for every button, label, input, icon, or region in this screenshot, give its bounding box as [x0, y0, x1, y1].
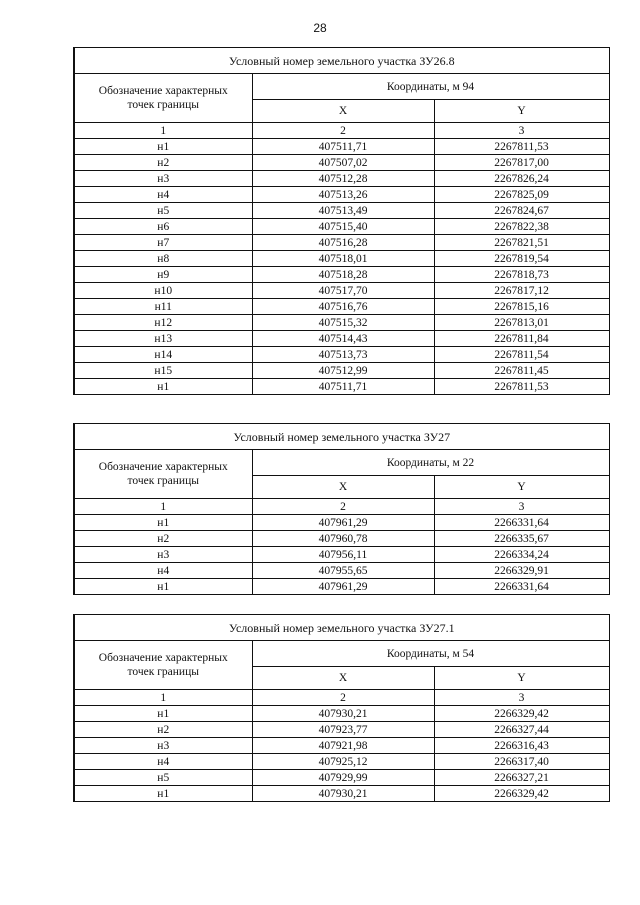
x-coordinate-cell: 407513,26	[252, 187, 434, 203]
table-row	[74, 515, 609, 531]
table-row	[74, 203, 609, 219]
table-row	[74, 738, 609, 754]
points-header-line2: точек границы	[127, 475, 199, 487]
x-coordinate-cell: 407929,99	[252, 770, 434, 786]
point-id-cell: н6	[74, 219, 252, 235]
parcel-title: Условный номер земельного участка ЗУ27.1	[74, 615, 609, 641]
point-id-cell: н12	[74, 315, 252, 331]
y-coordinate-cell: 2266331,64	[434, 515, 609, 531]
table-row	[74, 283, 609, 299]
point-id-cell: н14	[74, 347, 252, 363]
y-coordinate-cell: 2266327,21	[434, 770, 609, 786]
table-body	[74, 139, 609, 395]
x-coordinate-cell: 407513,73	[252, 347, 434, 363]
x-axis-header: X	[252, 476, 434, 499]
y-coordinate-cell: 2266317,40	[434, 754, 609, 770]
points-header-line2: точек границы	[127, 99, 199, 111]
coordinates-table	[73, 47, 610, 395]
point-id-cell: н4	[74, 187, 252, 203]
y-coordinate-cell: 2266329,42	[434, 786, 609, 802]
y-coordinate-cell: 2266329,91	[434, 563, 609, 579]
point-id-cell: н1	[74, 515, 252, 531]
point-id-cell: н2	[74, 155, 252, 171]
table-row	[74, 363, 609, 379]
column-number: 1	[74, 123, 252, 139]
x-coordinate-cell: 407514,43	[252, 331, 434, 347]
point-id-cell: н2	[74, 722, 252, 738]
points-header-line1: Обозначение характерных	[98, 461, 228, 473]
y-coordinate-cell: 2267819,54	[434, 251, 609, 267]
y-coordinate-cell: 2267811,54	[434, 347, 609, 363]
y-axis-header: Y	[434, 100, 609, 123]
y-coordinate-cell: 2267815,16	[434, 299, 609, 315]
x-coordinate-cell: 407923,77	[252, 722, 434, 738]
table-row	[74, 563, 609, 579]
table-row	[74, 155, 609, 171]
x-coordinate-cell: 407512,28	[252, 171, 434, 187]
point-id-cell: н10	[74, 283, 252, 299]
y-coordinate-cell: 2267813,01	[434, 315, 609, 331]
table-row	[74, 379, 609, 395]
table-row	[74, 139, 609, 155]
point-id-cell: н2	[74, 531, 252, 547]
y-axis-header: Y	[434, 476, 609, 499]
column-number-row	[74, 499, 609, 515]
table-row	[74, 531, 609, 547]
table-row	[74, 754, 609, 770]
x-coordinate-cell: 407516,28	[252, 235, 434, 251]
table-row	[74, 315, 609, 331]
column-number: 2	[252, 499, 434, 515]
x-axis-header: X	[252, 100, 434, 123]
column-number: 3	[434, 499, 609, 515]
point-id-cell: н3	[74, 171, 252, 187]
x-coordinate-cell: 407513,49	[252, 203, 434, 219]
y-coordinate-cell: 2266334,24	[434, 547, 609, 563]
table-row	[74, 331, 609, 347]
point-id-cell: н4	[74, 563, 252, 579]
table-body	[74, 515, 609, 595]
point-id-cell: н4	[74, 754, 252, 770]
points-header	[74, 641, 252, 690]
point-id-cell: н7	[74, 235, 252, 251]
point-id-cell: н9	[74, 267, 252, 283]
point-id-cell: н5	[74, 203, 252, 219]
x-coordinate-cell: 407518,01	[252, 251, 434, 267]
point-id-cell: н11	[74, 299, 252, 315]
x-coordinate-cell: 407961,29	[252, 515, 434, 531]
column-number: 2	[252, 690, 434, 706]
y-coordinate-cell: 2267824,67	[434, 203, 609, 219]
column-number: 2	[252, 123, 434, 139]
y-coordinate-cell: 2267811,45	[434, 363, 609, 379]
table-row	[74, 547, 609, 563]
column-number: 1	[74, 499, 252, 515]
coordinates-table	[73, 423, 610, 595]
point-id-cell: н5	[74, 770, 252, 786]
y-coordinate-cell: 2266331,64	[434, 579, 609, 595]
y-coordinate-cell: 2266327,44	[434, 722, 609, 738]
points-header-line2: точек границы	[127, 666, 199, 678]
y-coordinate-cell: 2267826,24	[434, 171, 609, 187]
y-coordinate-cell: 2267811,53	[434, 139, 609, 155]
point-id-cell: н1	[74, 706, 252, 722]
x-coordinate-cell: 407960,78	[252, 531, 434, 547]
column-number: 1	[74, 690, 252, 706]
table-row	[74, 770, 609, 786]
x-coordinate-cell: 407961,29	[252, 579, 434, 595]
table-row	[74, 235, 609, 251]
y-coordinate-cell: 2266316,43	[434, 738, 609, 754]
coordinates-header: Координаты, м 94	[252, 74, 609, 100]
coordinates-header: Координаты, м 54	[252, 641, 609, 667]
y-coordinate-cell: 2267817,12	[434, 283, 609, 299]
x-coordinate-cell: 407511,71	[252, 139, 434, 155]
page-number: 28	[313, 21, 327, 35]
y-coordinate-cell: 2267818,73	[434, 267, 609, 283]
x-coordinate-cell: 407512,99	[252, 363, 434, 379]
parcel-title: Условный номер земельного участка ЗУ27	[74, 424, 609, 450]
points-header	[74, 450, 252, 499]
table-row	[74, 267, 609, 283]
x-coordinate-cell: 407956,11	[252, 547, 434, 563]
x-coordinate-cell: 407955,65	[252, 563, 434, 579]
y-coordinate-cell: 2266335,67	[434, 531, 609, 547]
point-id-cell: н3	[74, 547, 252, 563]
parcel-title: Условный номер земельного участка ЗУ26.8	[74, 48, 609, 74]
y-coordinate-cell: 2267811,84	[434, 331, 609, 347]
points-header	[74, 74, 252, 123]
x-coordinate-cell: 407921,98	[252, 738, 434, 754]
table-row	[74, 251, 609, 267]
x-coordinate-cell: 407925,12	[252, 754, 434, 770]
y-coordinate-cell: 2267811,53	[434, 379, 609, 395]
table-row	[74, 171, 609, 187]
point-id-cell: н8	[74, 251, 252, 267]
y-coordinate-cell: 2267825,09	[434, 187, 609, 203]
y-coordinate-cell: 2267817,00	[434, 155, 609, 171]
y-coordinate-cell: 2267821,51	[434, 235, 609, 251]
points-header-line1: Обозначение характерных	[98, 85, 228, 97]
column-number: 3	[434, 690, 609, 706]
x-coordinate-cell: 407515,32	[252, 315, 434, 331]
x-coordinate-cell: 407518,28	[252, 267, 434, 283]
table-row	[74, 347, 609, 363]
table-row	[74, 219, 609, 235]
y-coordinate-cell: 2266329,42	[434, 706, 609, 722]
y-axis-header: Y	[434, 667, 609, 690]
x-coordinate-cell: 407515,40	[252, 219, 434, 235]
point-id-cell: н15	[74, 363, 252, 379]
x-coordinate-cell: 407516,76	[252, 299, 434, 315]
table-row	[74, 579, 609, 595]
table-body	[74, 706, 609, 802]
x-coordinate-cell: 407930,21	[252, 786, 434, 802]
x-coordinate-cell: 407517,70	[252, 283, 434, 299]
point-id-cell: н1	[74, 579, 252, 595]
y-coordinate-cell: 2267822,38	[434, 219, 609, 235]
point-id-cell: н1	[74, 379, 252, 395]
table-row	[74, 299, 609, 315]
points-header-line1: Обозначение характерных	[98, 652, 228, 664]
table-row	[74, 722, 609, 738]
column-number-row	[74, 123, 609, 139]
x-coordinate-cell: 407930,21	[252, 706, 434, 722]
point-id-cell: н3	[74, 738, 252, 754]
column-number: 3	[434, 123, 609, 139]
point-id-cell: н1	[74, 786, 252, 802]
point-id-cell: н1	[74, 139, 252, 155]
x-coordinate-cell: 407507,02	[252, 155, 434, 171]
table-row	[74, 706, 609, 722]
point-id-cell: н13	[74, 331, 252, 347]
column-number-row	[74, 690, 609, 706]
table-row	[74, 187, 609, 203]
x-axis-header: X	[252, 667, 434, 690]
coordinates-header: Координаты, м 22	[252, 450, 609, 476]
x-coordinate-cell: 407511,71	[252, 379, 434, 395]
coordinates-table	[73, 614, 610, 802]
table-row	[74, 786, 609, 802]
